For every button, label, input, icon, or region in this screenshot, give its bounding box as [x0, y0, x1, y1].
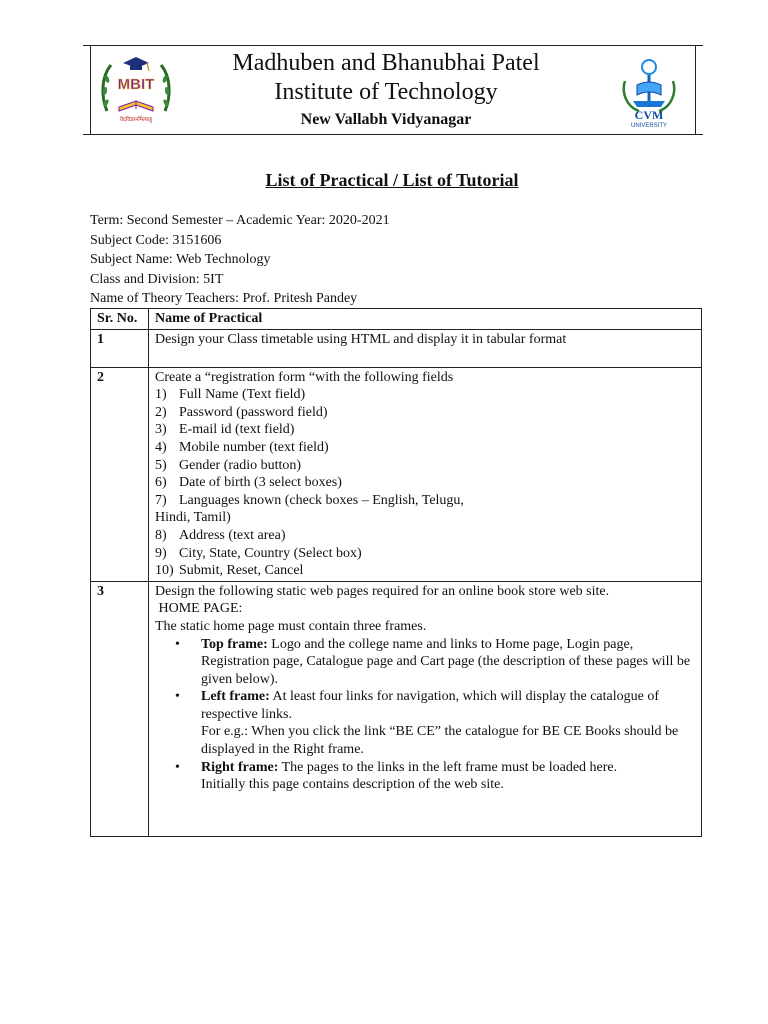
institute-location: New Vallabh Vidyanagar	[300, 111, 472, 128]
practical-intro: Create a “registration form “with the following fields	[155, 369, 454, 385]
practical-description	[149, 581, 702, 836]
practical-intro: Design the following static web pages required for an online book store web site.	[155, 583, 610, 599]
svg-text:वेदविज्ञानमित्याहु: वेदविज्ञानमित्याहु	[119, 117, 153, 123]
list-item: 5) Gender (radio button)	[155, 457, 302, 473]
list-item: 3) E-mail id (text field)	[155, 422, 295, 438]
list-item: 4) Mobile number (text field)	[155, 439, 329, 455]
institute-name-line1: Madhuben and Bhanubhai Patel	[232, 50, 540, 76]
bullet-text: At least four links for navigation, which will display the catalogue of respective links.	[201, 689, 663, 722]
practical-description	[149, 367, 702, 581]
list-item: 8) Address (text area)	[155, 527, 286, 543]
col-header-name: Name of Practical	[149, 309, 702, 330]
letterhead-bottom-rule	[83, 134, 703, 135]
bullet-icon: •	[175, 759, 180, 775]
home-page-description: The static home page must contain three frames.	[155, 618, 427, 634]
bullet-extra: For e.g.: When you click the link “BE CE” the catalogue for BE CE Books should be displayed in the Right frame.	[201, 724, 679, 758]
cvm-university-logo-icon	[611, 51, 687, 131]
subject-code-line: Subject Code: 3151606	[90, 232, 222, 248]
teachers-line: Name of Theory Teachers: Prof. Pritesh Pandey	[90, 291, 358, 306]
letterhead	[90, 45, 696, 135]
list-item: 6) Date of birth (3 select boxes)	[155, 475, 342, 491]
bullet-icon: •	[175, 689, 180, 705]
document-title: List of Practical / List of Tutorial	[265, 170, 519, 190]
course-details	[90, 211, 390, 309]
svg-text:CVM: CVM	[634, 108, 664, 122]
list-item: 1) Full Name (Text field)	[155, 387, 306, 403]
practicals-table	[90, 308, 702, 837]
practical-description: Design your Class timetable using HTML and display it in tabular format	[149, 329, 702, 367]
bullet-item	[155, 636, 695, 689]
bullet-text: The pages to the links in the left frame must be loaded here.	[278, 759, 618, 775]
home-page-heading: HOME PAGE:	[155, 601, 243, 617]
list-item: 9) City, State, Country (Select box)	[155, 545, 362, 561]
bullet-item	[155, 759, 695, 777]
institute-name-line2: Institute of Technology	[274, 79, 498, 105]
bullet-label: Top frame:	[201, 636, 268, 652]
bullet-label: Left frame:	[201, 689, 270, 705]
svg-text:UNIVERSITY: UNIVERSITY	[630, 123, 668, 129]
bullet-item	[155, 688, 695, 723]
class-division-line: Class and Division: 5IT	[90, 271, 224, 287]
row-number: 1	[91, 329, 149, 367]
list-item: 7) Languages known (check boxes – English, Telugu,	[155, 492, 464, 508]
term-line: Term: Second Semester – Academic Year: 2020-2021	[90, 213, 390, 228]
bullet-label: Right frame:	[201, 759, 279, 775]
table-row	[91, 329, 702, 367]
row-number: 3	[91, 581, 149, 836]
list-item: 2) Password (password field)	[155, 404, 328, 420]
col-header-sr-no: Sr. No.	[91, 309, 149, 330]
row-number: 2	[91, 367, 149, 581]
table-row	[91, 581, 702, 836]
list-item: 10) Submit, Reset, Cancel	[155, 563, 304, 579]
table-header-row	[91, 309, 702, 330]
list-item-continued: Hindi, Tamil)	[155, 510, 231, 526]
svg-text:MBIT: MBIT	[117, 76, 155, 93]
subject-name-line: Subject Name: Web Technology	[90, 252, 271, 267]
letterhead-top-rule	[83, 45, 703, 46]
bullet-extra: Initially this page contains description of the web site.	[201, 777, 504, 793]
bullet-text: Logo and the college name and links to Home page, Login page, Registration page, Catalogue page and Cart page (the description of these pages will be given below).	[201, 636, 694, 687]
table-row	[91, 367, 702, 581]
letterhead-text	[191, 49, 581, 129]
mbit-logo-icon	[97, 53, 175, 127]
bullet-icon: •	[175, 636, 180, 652]
